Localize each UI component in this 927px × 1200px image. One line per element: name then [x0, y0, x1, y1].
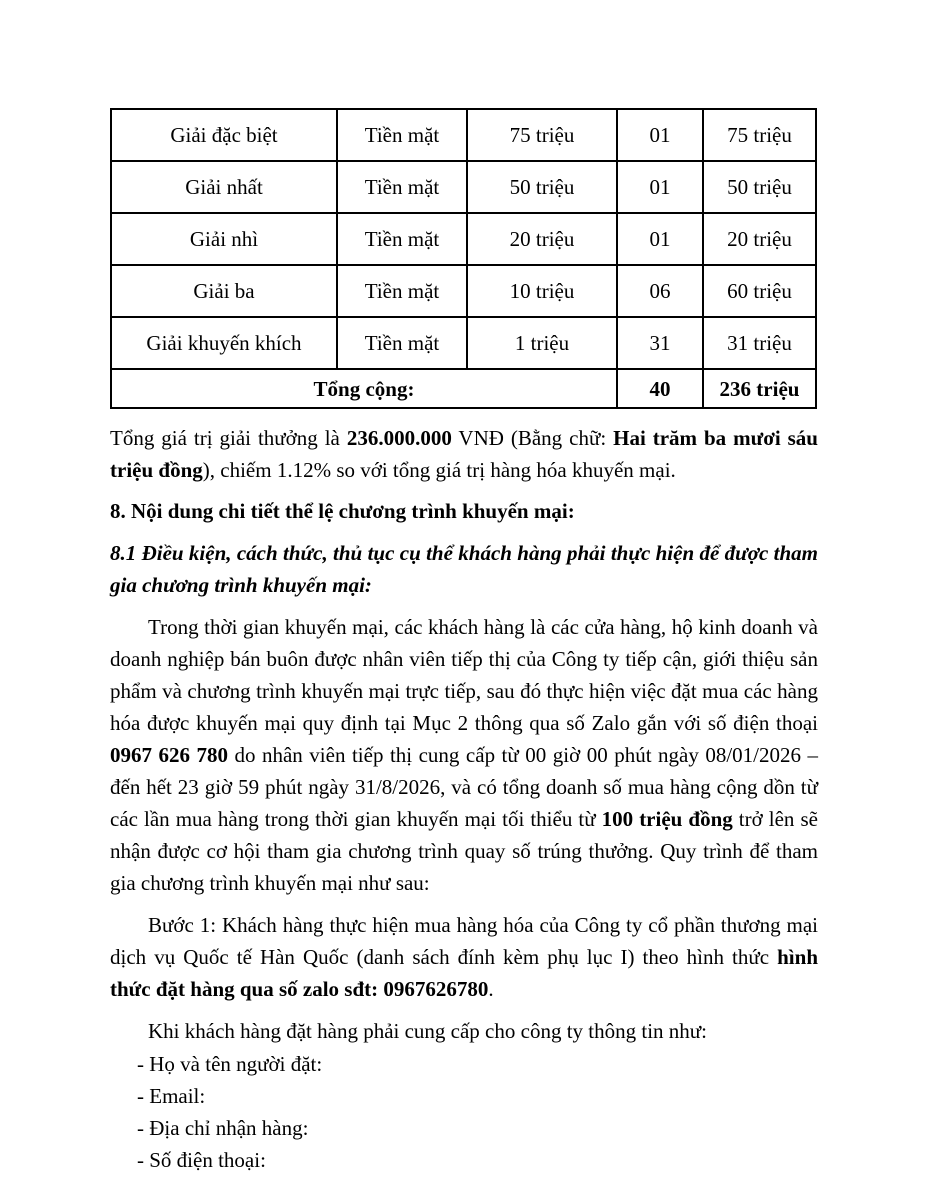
- cell-prize-total: 75 triệu: [703, 109, 816, 161]
- cell-prize-name: Giải nhì: [111, 213, 337, 265]
- cell-total-value: 236 triệu: [703, 369, 816, 408]
- cell-prize-form: Tiền mặt: [337, 213, 467, 265]
- list-item: - Địa chỉ nhận hàng:: [137, 1116, 309, 1140]
- cell-prize-form: Tiền mặt: [337, 109, 467, 161]
- table-row: [111, 317, 816, 369]
- cell-prize-total: 50 triệu: [703, 161, 816, 213]
- table-footer-row: [111, 369, 816, 408]
- document-content: [110, 108, 818, 1176]
- cell-prize-qty: 31: [617, 317, 703, 369]
- table-row: [111, 161, 816, 213]
- prize-table: [110, 108, 817, 409]
- cell-prize-name: Giải ba: [111, 265, 337, 317]
- cell-prize-qty: 01: [617, 161, 703, 213]
- cell-prize-qty: 06: [617, 265, 703, 317]
- list-item: - Số điện thoại:: [137, 1148, 266, 1172]
- cell-total-qty: 40: [617, 369, 703, 408]
- cell-prize-value: 20 triệu: [467, 213, 617, 265]
- list-item: - Họ và tên người đặt:: [137, 1052, 323, 1076]
- step-1-paragraph: Bước 1: Khách hàng thực hiện mua hàng hóa của Công ty cổ phần thương mại dịch vụ Quốc tế Hàn Quốc (danh sách đính kèm phụ lục I) theo hình thức hình thức đặt hàng qua số zalo sđt: 0967626780.: [110, 913, 818, 1001]
- section-8-1-heading: 8.1 Điều kiện, cách thức, thủ tục cụ thể khách hàng phải thực hiện để được tham gia chương trình khuyến mại:: [110, 541, 818, 597]
- cell-prize-value: 75 triệu: [467, 109, 617, 161]
- participation-conditions-paragraph: Trong thời gian khuyến mại, các khách hàng là các cửa hàng, hộ kinh doanh và doanh nghiệp bán buôn được nhân viên tiếp thị của Công ty tiếp cận, giới thiệu sản phẩm và chương trình khuyến mại trực tiếp, sau đó thực hiện việc đặt mua các hàng hóa được khuyến mại quy định tại Mục 2 thông qua số Zalo gắn với số điện thoại 0967 626 780 do nhân viên tiếp thị cung cấp từ 00 giờ 00 phút ngày 08/01/2026 – đến hết 23 giờ 59 phút ngày 31/8/2026, và có tổng doanh số mua hàng cộng dồn từ các lần mua hàng trong thời gian khuyến mại tối thiểu từ 100 triệu đồng trở lên sẽ nhận được cơ hội tham gia chương trình quay số trúng thưởng. Quy trình để tham gia chương trình khuyến mại như sau:: [110, 615, 819, 895]
- cell-prize-form: Tiền mặt: [337, 317, 467, 369]
- cell-prize-form: Tiền mặt: [337, 265, 467, 317]
- cell-prize-qty: 01: [617, 213, 703, 265]
- cell-prize-qty: 01: [617, 109, 703, 161]
- table-row: [111, 265, 816, 317]
- table-row: [111, 213, 816, 265]
- list-item: - Email:: [137, 1084, 206, 1108]
- table-row: [111, 109, 816, 161]
- cell-prize-form: Tiền mặt: [337, 161, 467, 213]
- order-info-list: [110, 1048, 818, 1176]
- section-8-heading: 8. Nội dung chi tiết thể lệ chương trình khuyến mại:: [110, 499, 575, 523]
- cell-prize-value: 10 triệu: [467, 265, 617, 317]
- cell-prize-total: 60 triệu: [703, 265, 816, 317]
- cell-prize-value: 1 triệu: [467, 317, 617, 369]
- cell-prize-name: Giải đặc biệt: [111, 109, 337, 161]
- cell-prize-total: 31 triệu: [703, 317, 816, 369]
- cell-prize-name: Giải nhất: [111, 161, 337, 213]
- cell-prize-value: 50 triệu: [467, 161, 617, 213]
- order-info-intro: Khi khách hàng đặt hàng phải cung cấp cho công ty thông tin như:: [148, 1019, 708, 1043]
- cell-total-label: Tổng cộng:: [111, 369, 617, 408]
- cell-prize-name: Giải khuyến khích: [111, 317, 337, 369]
- cell-prize-total: 20 triệu: [703, 213, 816, 265]
- total-prize-value-paragraph: Tổng giá trị giải thưởng là 236.000.000 VNĐ (Bằng chữ: Hai trăm ba mươi sáu triệu đồng), chiếm 1.12% so với tổng giá trị hàng hóa khuyến mại.: [110, 426, 818, 482]
